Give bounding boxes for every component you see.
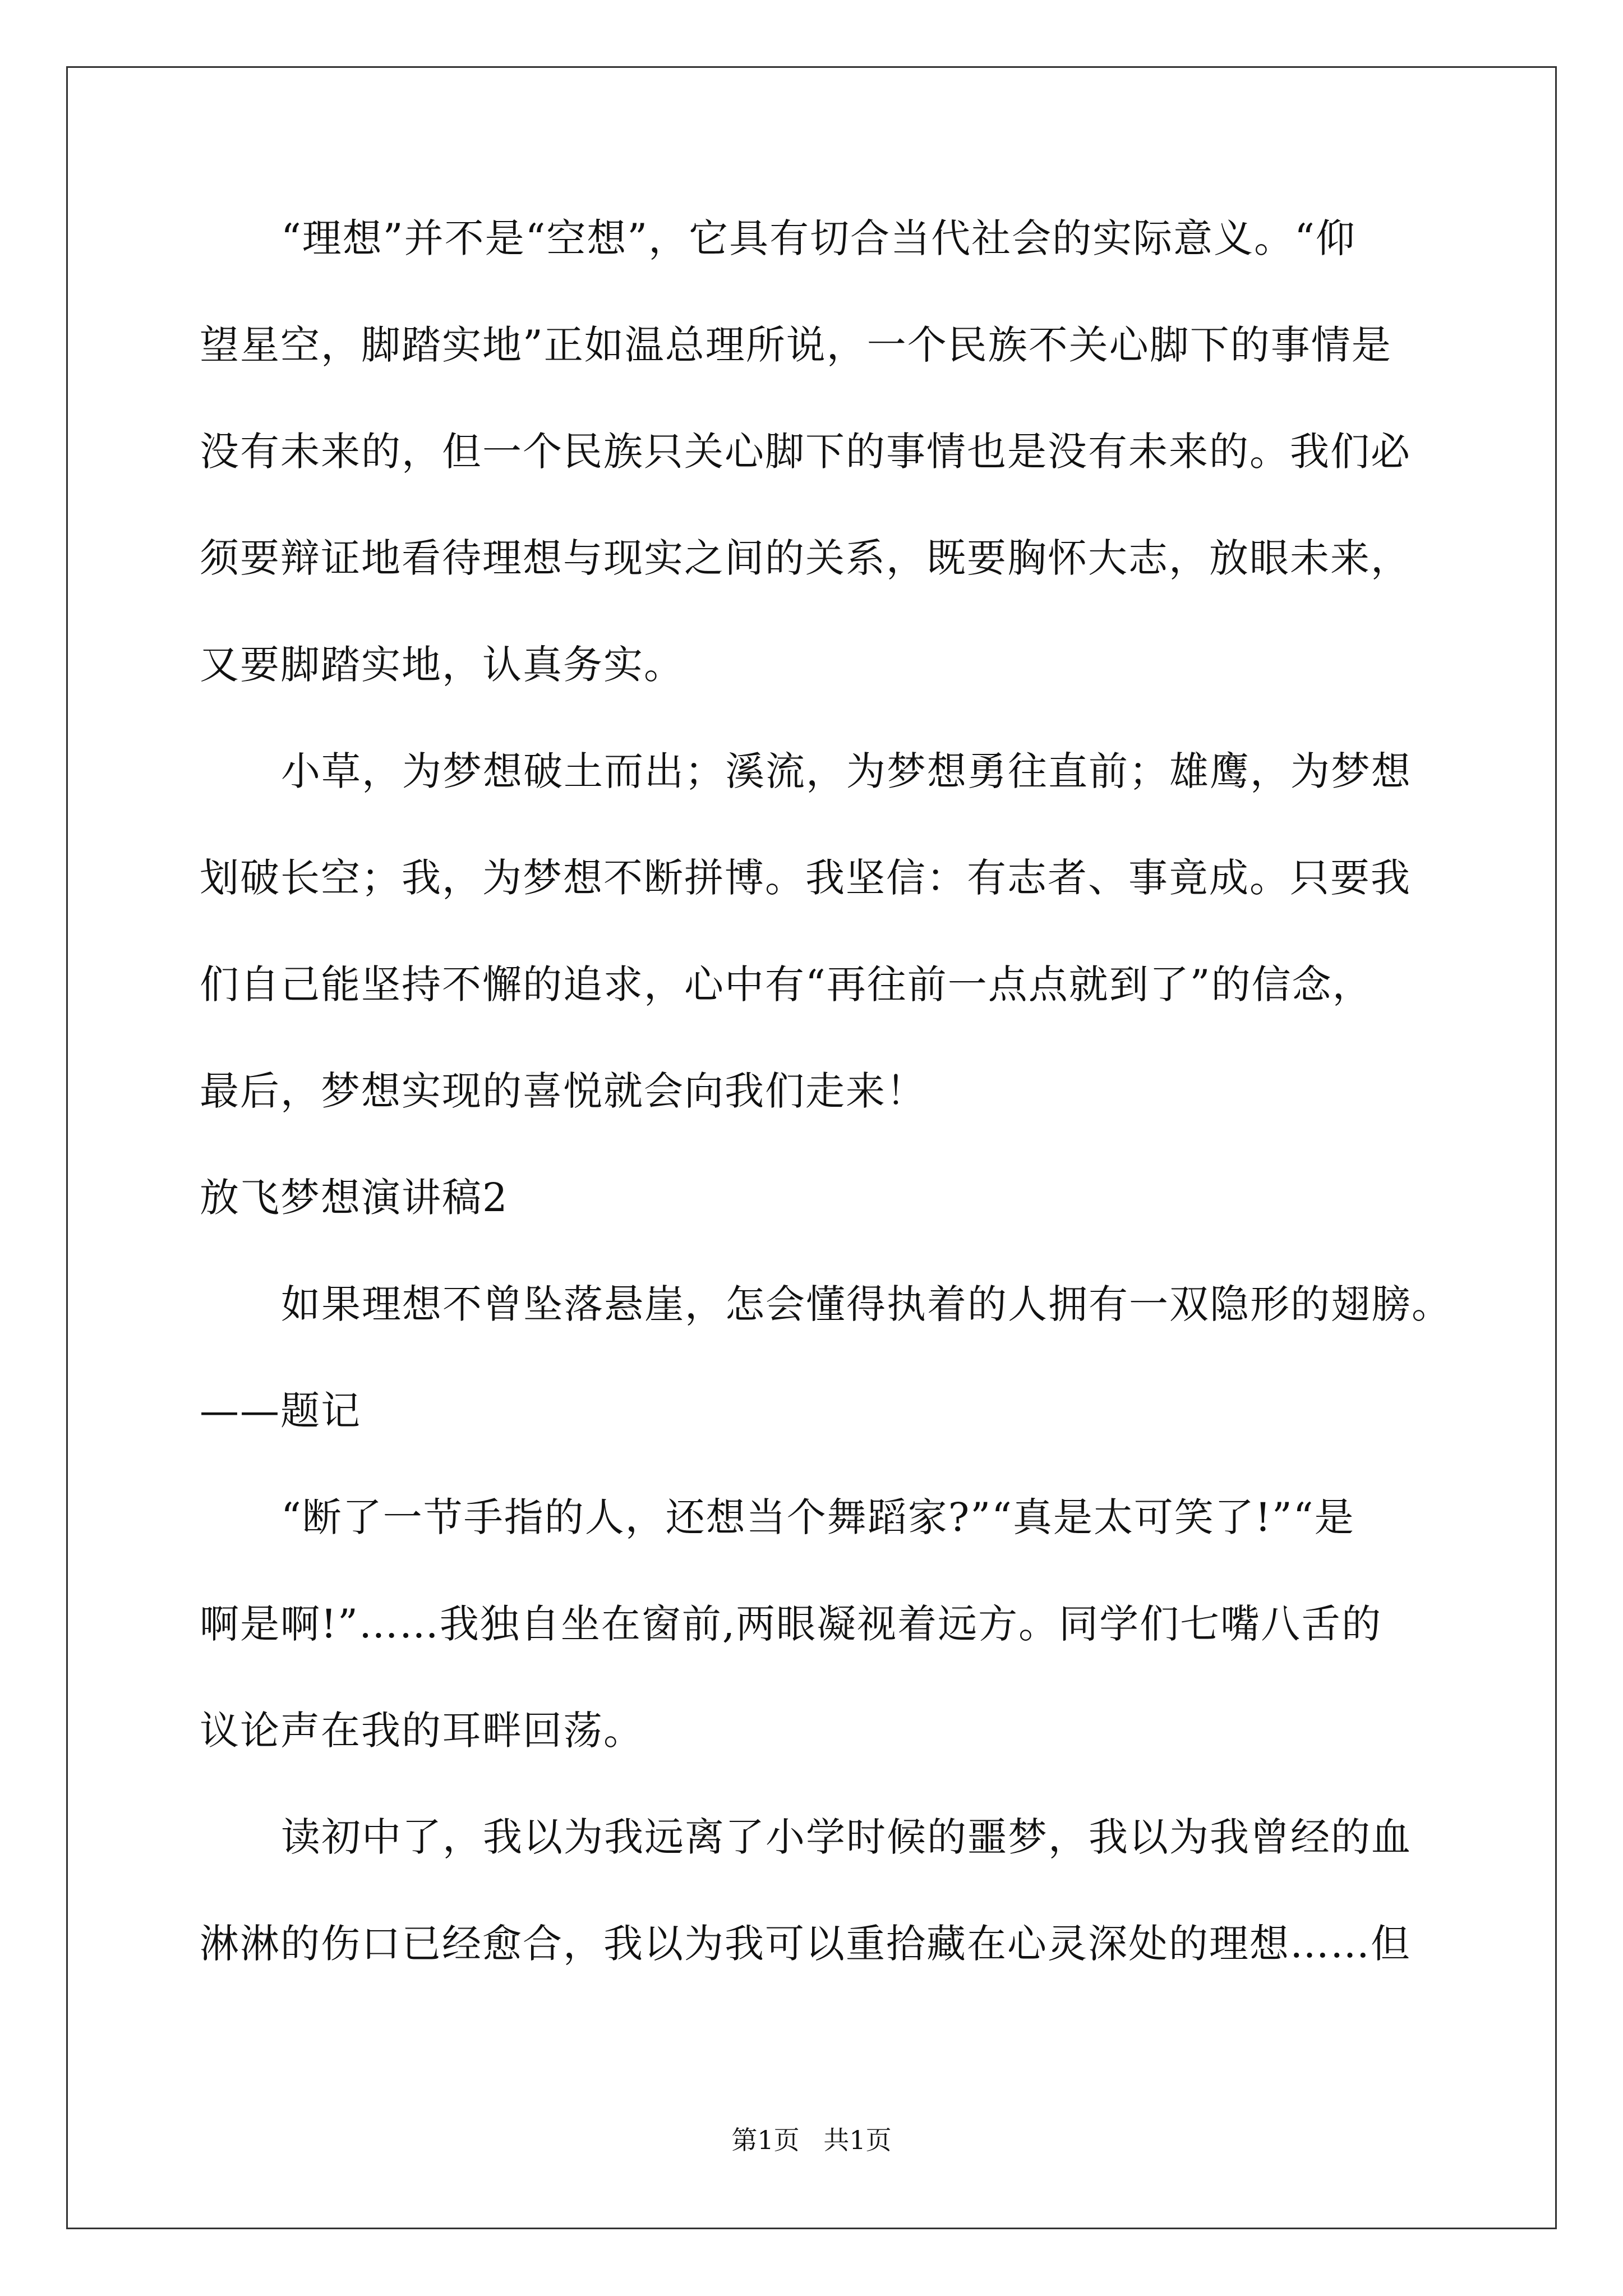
paragraph-line: 淋淋的伤口已经愈合，我以为我可以重拾藏在心灵深处的理想……但 — [200, 1921, 1411, 1967]
paragraph-line: 议论声在我的耳畔回荡。 — [200, 1708, 644, 1754]
paragraph-line: 划破长空；我，为梦想不断拼博。我坚信：有志者、事竟成。只要我 — [200, 855, 1411, 901]
paragraph-line: 最后，梦想实现的喜悦就会向我们走来！ — [200, 1068, 926, 1114]
page-number-current: 第1页 — [731, 2125, 800, 2155]
paragraph-line: “断了一节手指的人，还想当个舞蹈家?”“真是太可笑了!”“是 — [281, 1494, 1355, 1540]
epigraph-line: 如果理想不曾坠落悬崖，怎会懂得执着的人拥有一双隐形的翅膀。 — [281, 1281, 1452, 1327]
paragraph-line: 望星空，脚踏实地”正如温总理所说，一个民族不关心脚下的事情是 — [200, 322, 1392, 368]
paragraph-line: 没有未来的，但一个民族只关心脚下的事情也是没有未来的。我们必 — [200, 429, 1411, 475]
paragraph-line: 们自己能坚持不懈的追求，心中有“再往前一点点就到了”的信念， — [200, 961, 1373, 1007]
paragraph-line: 须要辩证地看待理想与现实之间的关系，既要胸怀大志，放眼未来， — [200, 535, 1411, 581]
page-number-total: 共1页 — [823, 2125, 892, 2155]
paragraph-line: 又要脚踏实地，认真务实。 — [200, 642, 684, 688]
section-heading: 放飞梦想演讲稿2 — [200, 1175, 509, 1221]
paragraph-line: 读初中了，我以为我远离了小学时候的噩梦，我以为我曾经的血 — [281, 1814, 1412, 1860]
paragraph-line: 啊是啊!”……我独自坐在窗前,两眼凝视着远方。同学们七嘴八舌的 — [200, 1601, 1382, 1647]
document-body — [200, 213, 1452, 2025]
epigraph-attribution: ——题记 — [200, 1388, 361, 1434]
page-footer — [0, 2123, 1623, 2157]
paragraph-line: “理想”并不是“空想”，它具有切合当代社会的实际意义。“仰 — [281, 215, 1356, 261]
paragraph-line: 小草，为梦想破土而出；溪流，为梦想勇往直前；雄鹰，为梦想 — [281, 748, 1412, 794]
